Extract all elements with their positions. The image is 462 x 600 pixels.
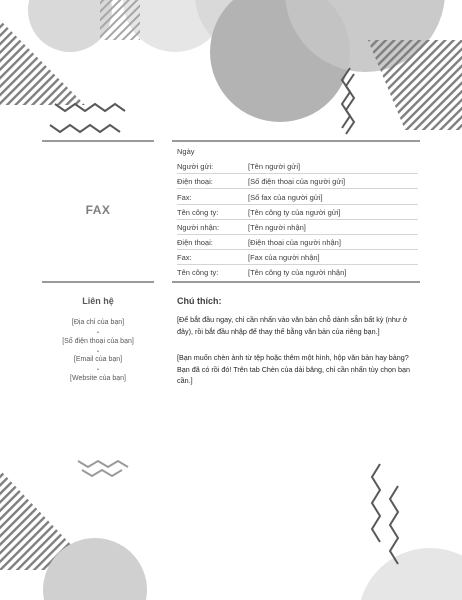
- contact-address[interactable]: [Địa chỉ của bạn]: [71, 319, 125, 326]
- field-underline: [177, 204, 418, 205]
- field-label: Điện thoại:: [177, 177, 213, 186]
- zigzag-bottom-left-2: [82, 470, 122, 476]
- zigzag-bottom-left-1: [78, 461, 128, 467]
- top-left-circle: [28, 0, 112, 52]
- field-underline: [177, 234, 418, 235]
- field-sender-fax[interactable]: [177, 193, 422, 207]
- field-label: Người gửi:: [177, 162, 214, 171]
- bottom-left-striped-triangle: [0, 470, 95, 570]
- field-value[interactable]: [Tên công ty của người nhận]: [248, 268, 347, 277]
- field-underline: [177, 219, 418, 220]
- date-field[interactable]: Ngày: [177, 147, 195, 156]
- top-dark-circle: [210, 0, 350, 122]
- divider-left-bottom: [42, 281, 154, 283]
- divider-right-top: [172, 140, 420, 142]
- fax-title: FAX: [85, 203, 111, 217]
- contact-email[interactable]: [Email của bạn]: [73, 356, 123, 363]
- top-left-shapes: [0, 0, 125, 132]
- field-sender-company[interactable]: [177, 208, 422, 222]
- zigzag-bottom-right-2: [390, 486, 398, 564]
- contact-bullet: •: [97, 330, 99, 336]
- top-striped-square: [100, 0, 140, 40]
- top-left-striped-triangle: [0, 20, 85, 105]
- field-label: Điện thoại:: [177, 238, 213, 247]
- zigzag-top-right-1: [342, 68, 350, 128]
- field-underline: [177, 188, 418, 189]
- field-label: Tên công ty:: [177, 208, 219, 217]
- divider-left-top: [42, 140, 154, 142]
- zigzag-top-left-2: [50, 125, 120, 132]
- notes-paragraph-2[interactable]: [Bạn muốn chèn ảnh từ tệp hoặc thêm một hình, hộp văn bản hay bảng? Bạn đã có rồi đó! Trên tab Chèn của dải băng, chỉ cần nhấn tùy chọn bạn cần.]: [177, 353, 410, 385]
- field-label: Fax:: [177, 253, 192, 262]
- top-right-striped-shape: [368, 40, 462, 130]
- field-recipient-company[interactable]: [177, 268, 422, 282]
- field-value[interactable]: [Fax của người nhận]: [248, 253, 320, 262]
- field-value[interactable]: [Số điện thoại của người gửi]: [248, 177, 346, 186]
- field-underline: [177, 264, 418, 265]
- contact-phone[interactable]: [Số điện thoại của bạn]: [62, 338, 134, 345]
- bottom-left-shapes: [0, 461, 147, 600]
- top-right-circle: [285, 0, 445, 72]
- field-value[interactable]: [Tên công ty của người gửi]: [248, 208, 341, 217]
- contact-bullet: •: [97, 349, 99, 355]
- field-underline: [177, 249, 418, 250]
- field-label: Tên công ty:: [177, 268, 219, 277]
- field-value[interactable]: [Số fax của người gửi]: [248, 193, 323, 202]
- field-recipient-fax[interactable]: [177, 253, 422, 267]
- top-light-circle: [123, 0, 227, 52]
- field-recipient-name[interactable]: [177, 223, 422, 237]
- field-sender-phone[interactable]: [177, 177, 422, 191]
- top-right-shapes: [100, 0, 462, 134]
- notes-heading: Chú thích:: [177, 296, 222, 306]
- field-value[interactable]: [Tên người gửi]: [248, 162, 301, 171]
- field-value[interactable]: [Điện thoại của người nhận]: [248, 238, 341, 247]
- top-mid-circle: [195, 0, 315, 55]
- notes-paragraph-1[interactable]: [Để bắt đầu ngay, chỉ cần nhấn vào văn bản chỗ dành sẵn bất kỳ (như ở đây), rồi bắt đầu nhập để thay thế bằng văn bản của riêng bạn.]: [177, 315, 408, 336]
- bottom-left-circle: [43, 538, 147, 600]
- contact-website[interactable]: [Website của bạn]: [70, 375, 126, 382]
- zigzag-bottom-right-1: [372, 464, 380, 542]
- bottom-right-shapes: [358, 464, 462, 600]
- field-value[interactable]: [Tên người nhận]: [248, 223, 306, 232]
- field-label: Fax:: [177, 193, 192, 202]
- zigzag-top-left-1: [55, 104, 125, 111]
- field-sender-name[interactable]: [177, 162, 422, 176]
- zigzag-top-right-2: [346, 74, 354, 134]
- field-underline: [177, 173, 418, 174]
- field-label: Người nhận:: [177, 223, 220, 232]
- contact-bullet: •: [97, 367, 99, 373]
- field-recipient-phone[interactable]: [177, 238, 422, 252]
- contact-heading: Liên hệ: [82, 296, 114, 306]
- bottom-right-circle: [358, 548, 462, 600]
